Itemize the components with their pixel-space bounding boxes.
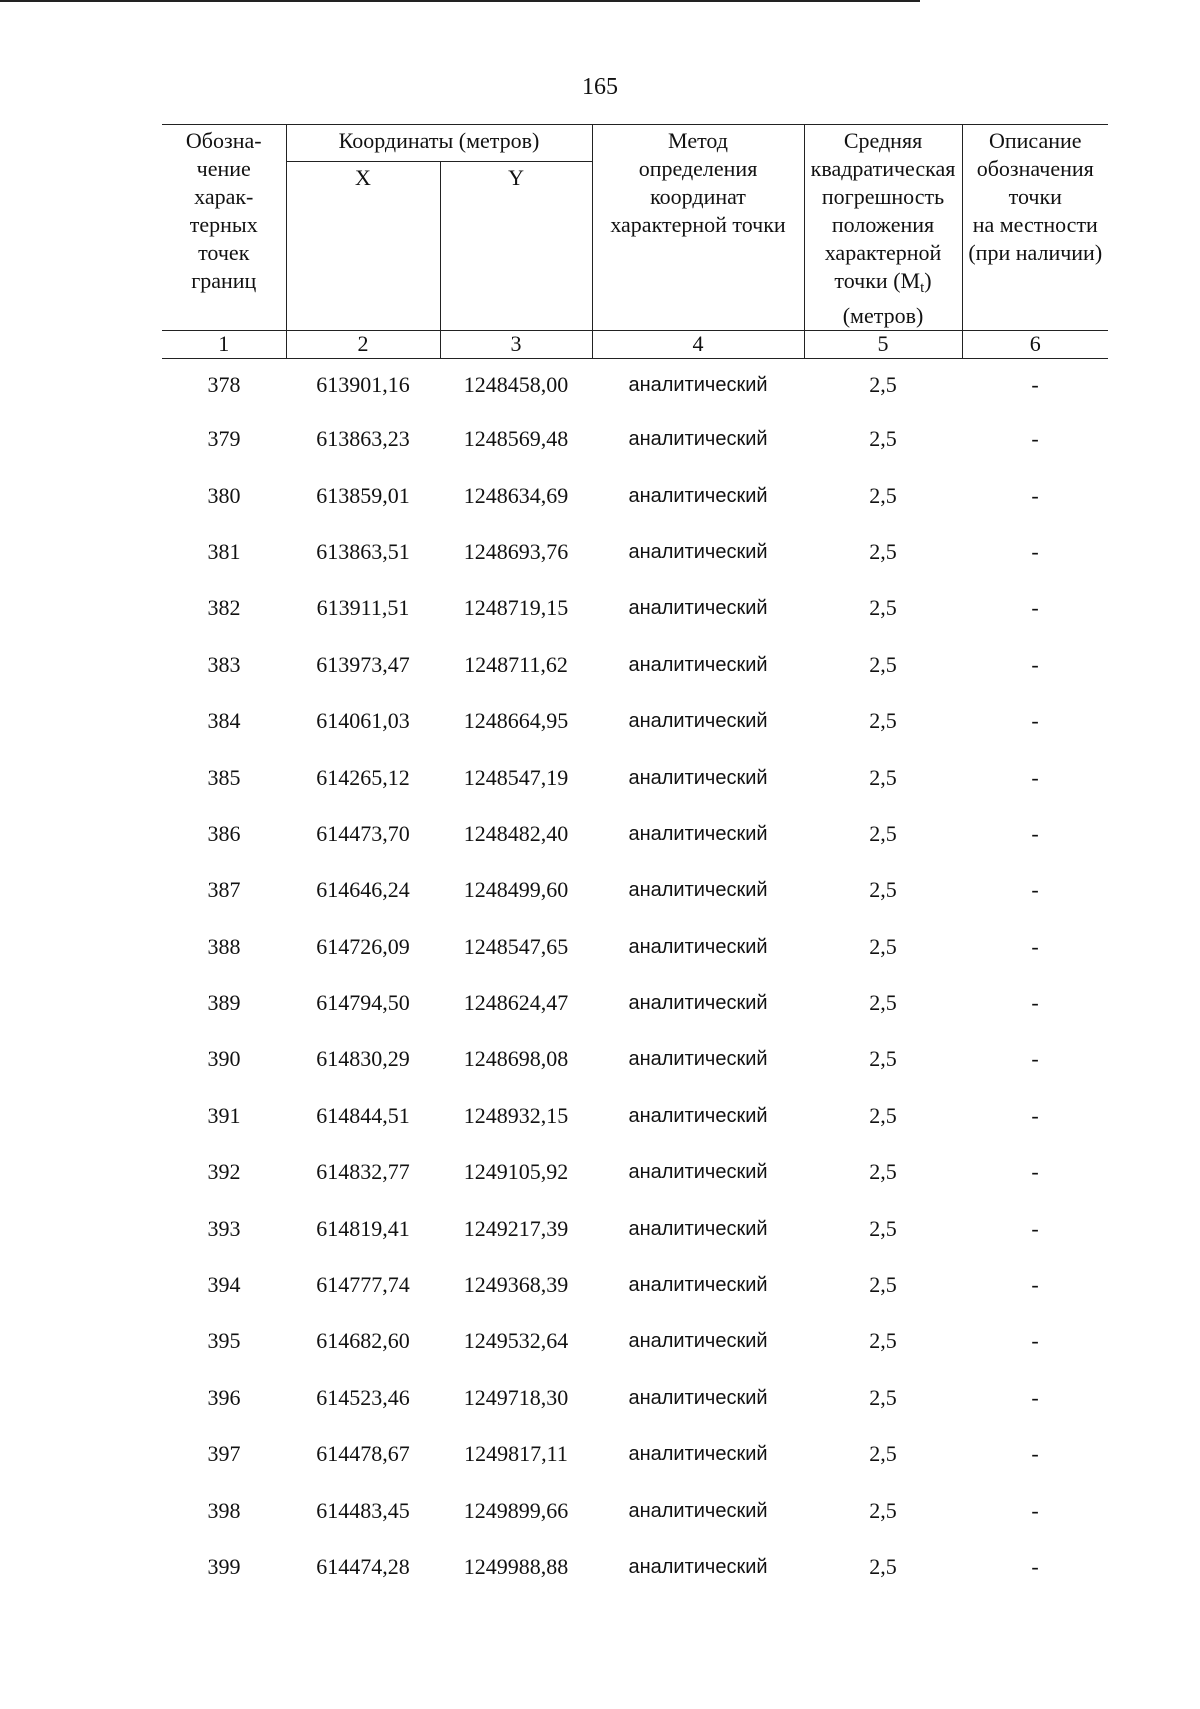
cell-coord-y: 1248693,76 [463,538,569,564]
cell-mean-error: 2,5 [869,877,897,903]
cell-coord-x: 614726,09 [316,933,410,959]
header-x: X [286,162,440,331]
cell-coord-y: 1249368,39 [463,1272,569,1298]
table-row [162,1144,1108,1200]
table-row [162,1370,1108,1426]
cell-mean-error: 2,5 [869,708,897,734]
cell-coord-x: 614794,50 [316,990,410,1016]
cell-coord-x: 614646,24 [316,877,410,903]
cell-coord-x: 614819,41 [316,1215,410,1241]
cell-description: - [1031,1328,1039,1354]
table-row [162,806,1108,862]
cell-coord-y: 1249718,30 [463,1384,569,1410]
cell-mean-error: 2,5 [869,595,897,621]
cell-point-id: 395 [207,1328,241,1354]
cell-mean-error: 2,5 [869,538,897,564]
table-row [162,1088,1108,1144]
cell-coord-y: 1248547,19 [463,764,569,790]
boundary-points-table [162,124,1108,1595]
table-row [162,411,1108,467]
cell-point-id: 398 [207,1497,241,1523]
table-row [162,580,1108,636]
table-row [162,749,1108,805]
cell-description: - [1031,990,1039,1016]
cell-method: аналитический [628,710,768,733]
cell-method: аналитический [628,935,768,958]
cell-coord-y: 1249988,88 [463,1554,569,1579]
cell-mean-error: 2,5 [869,1384,897,1410]
table-row [162,1482,1108,1538]
cell-description: - [1031,708,1039,734]
cell-coord-y: 1248711,62 [464,651,568,677]
column-number: 4 [592,331,804,359]
header-point-designation: Обозна- чение харак- терных точек границ [162,125,286,331]
cell-mean-error: 2,5 [869,1046,897,1072]
cell-description: - [1031,1215,1039,1241]
cell-coord-x: 614682,60 [316,1328,410,1354]
cell-point-id: 383 [207,651,241,677]
cell-description: - [1031,651,1039,677]
cell-description: - [1031,426,1039,452]
cell-coord-x: 613901,16 [316,372,410,397]
cell-description: - [1031,1384,1039,1410]
cell-description: - [1031,1046,1039,1072]
cell-method: аналитический [628,1161,768,1184]
cell-coord-x: 614777,74 [316,1272,410,1298]
cell-coord-y: 1249817,11 [464,1441,568,1467]
cell-coord-y: 1249899,66 [463,1497,569,1523]
cell-mean-error: 2,5 [869,1159,897,1185]
cell-coord-x: 614523,46 [316,1384,410,1410]
header-coordinates-group: Координаты (метров) [286,125,592,162]
cell-method: аналитический [628,1104,768,1127]
cell-point-id: 381 [207,538,241,564]
cell-mean-error: 2,5 [869,1272,897,1298]
cell-coord-y: 1248499,60 [463,877,569,903]
cell-mean-error: 2,5 [869,1102,897,1128]
table-row [162,1200,1108,1256]
cell-mean-error: 2,5 [869,820,897,846]
cell-mean-error: 2,5 [869,1554,897,1579]
cell-coord-y: 1248932,15 [463,1102,569,1128]
cell-method: аналитический [628,879,768,902]
cell-method: аналитический [628,1274,768,1297]
cell-point-id: 379 [207,426,241,452]
cell-coord-y: 1248698,08 [463,1046,569,1072]
cell-description: - [1031,1497,1039,1523]
cell-description: - [1031,1554,1039,1579]
cell-description: - [1031,1102,1039,1128]
cell-method: аналитический [628,1217,768,1240]
cell-method: аналитический [628,1443,768,1466]
cell-mean-error: 2,5 [869,651,897,677]
cell-mean-error: 2,5 [869,372,897,397]
column-number: 5 [804,331,962,359]
cell-method: аналитический [628,374,768,396]
table-body [162,359,1108,1596]
cell-description: - [1031,595,1039,621]
cell-point-id: 399 [207,1554,241,1579]
cell-point-id: 392 [207,1159,241,1185]
cell-coord-x: 614844,51 [316,1102,410,1128]
cell-coord-x: 613911,51 [316,595,410,621]
cell-description: - [1031,1159,1039,1185]
cell-point-id: 386 [207,820,241,846]
cell-point-id: 384 [207,708,241,734]
cell-method: аналитический [628,597,768,620]
cell-method: аналитический [628,992,768,1015]
header-method: Метод определения координат характерной точки [592,125,804,331]
cell-coord-y: 1249532,64 [463,1328,569,1354]
cell-mean-error: 2,5 [869,426,897,452]
cell-method: аналитический [628,1048,768,1071]
cell-coord-x: 613973,47 [316,651,410,677]
cell-point-id: 380 [207,482,241,508]
cell-description: - [1031,877,1039,903]
table-row [162,467,1108,523]
cell-description: - [1031,764,1039,790]
top-rule [0,0,920,2]
cell-coord-x: 614483,45 [316,1497,410,1523]
cell-mean-error: 2,5 [869,482,897,508]
cell-coord-x: 614061,03 [316,708,410,734]
cell-coord-x: 613863,51 [316,538,410,564]
cell-method: аналитический [628,1386,768,1409]
cell-coord-x: 614832,77 [316,1159,410,1185]
cell-method: аналитический [628,1499,768,1522]
cell-method: аналитический [628,1556,768,1578]
cell-coord-y: 1248458,00 [463,372,569,397]
cell-point-id: 387 [207,877,241,903]
cell-point-id: 378 [207,372,241,397]
cell-coord-x: 614265,12 [316,764,410,790]
cell-method: аналитический [628,653,768,676]
column-number: 2 [286,331,440,359]
cell-mean-error: 2,5 [869,1497,897,1523]
cell-coord-x: 614474,28 [316,1554,410,1579]
cell-point-id: 389 [207,990,241,1016]
cell-point-id: 397 [207,1441,241,1467]
cell-mean-error: 2,5 [869,764,897,790]
cell-point-id: 390 [207,1046,241,1072]
cell-coord-y: 1248569,48 [463,426,569,452]
page-number: 165 [582,74,618,100]
cell-point-id: 393 [207,1215,241,1241]
cell-coord-y: 1248634,69 [463,482,569,508]
cell-point-id: 396 [207,1384,241,1410]
table-row [162,1031,1108,1087]
cell-method: аналитический [628,766,768,789]
table-row [162,359,1108,412]
table-row [162,693,1108,749]
cell-method: аналитический [628,1330,768,1353]
cell-mean-error: 2,5 [869,1328,897,1354]
cell-coord-y: 1248719,15 [463,595,569,621]
cell-point-id: 385 [207,764,241,790]
cell-coord-y: 1248482,40 [463,820,569,846]
cell-method: аналитический [628,540,768,563]
table-header [162,125,1108,359]
cell-mean-error: 2,5 [869,1441,897,1467]
cell-description: - [1031,1441,1039,1467]
header-mean-square-error: Средняя квадратическая погрешность положения характерной точки $(M_t)$ (метров) [804,125,962,331]
cell-description: - [1031,372,1039,397]
table-row [162,1539,1108,1595]
cell-method: аналитический [628,822,768,845]
cell-coord-x: 614478,67 [316,1441,410,1467]
cell-coord-x: 614830,29 [316,1046,410,1072]
cell-coord-y: 1249105,92 [463,1159,569,1185]
column-number-row [162,331,1108,359]
column-number: 6 [962,331,1108,359]
cell-mean-error: 2,5 [869,990,897,1016]
cell-coord-y: 1248664,95 [463,708,569,734]
cell-description: - [1031,1272,1039,1298]
cell-coord-y: 1248547,65 [463,933,569,959]
table-row [162,1257,1108,1313]
table-row [162,637,1108,693]
cell-method: аналитический [628,484,768,507]
table-row [162,524,1108,580]
cell-coord-x: 613859,01 [316,482,410,508]
header-description: Описание обозначения точки на местности (при наличии) [962,125,1108,331]
cell-description: - [1031,933,1039,959]
cell-point-id: 391 [207,1102,241,1128]
table-row [162,862,1108,918]
cell-coord-x: 614473,70 [316,820,410,846]
cell-description: - [1031,820,1039,846]
table-row [162,919,1108,975]
cell-coord-y: 1249217,39 [463,1215,569,1241]
cell-coord-y: 1248624,47 [463,990,569,1016]
table-row [162,975,1108,1031]
cell-coord-x: 613863,23 [316,426,410,452]
cell-description: - [1031,538,1039,564]
table-row [162,1426,1108,1482]
cell-point-id: 382 [207,595,241,621]
cell-mean-error: 2,5 [869,1215,897,1241]
column-number: 1 [162,331,286,359]
cell-point-id: 394 [207,1272,241,1298]
cell-description: - [1031,482,1039,508]
cell-mean-error: 2,5 [869,933,897,959]
header-y: Y [440,162,592,331]
table-row [162,1313,1108,1369]
cell-point-id: 388 [207,933,241,959]
cell-method: аналитический [628,428,768,451]
column-number: 3 [440,331,592,359]
